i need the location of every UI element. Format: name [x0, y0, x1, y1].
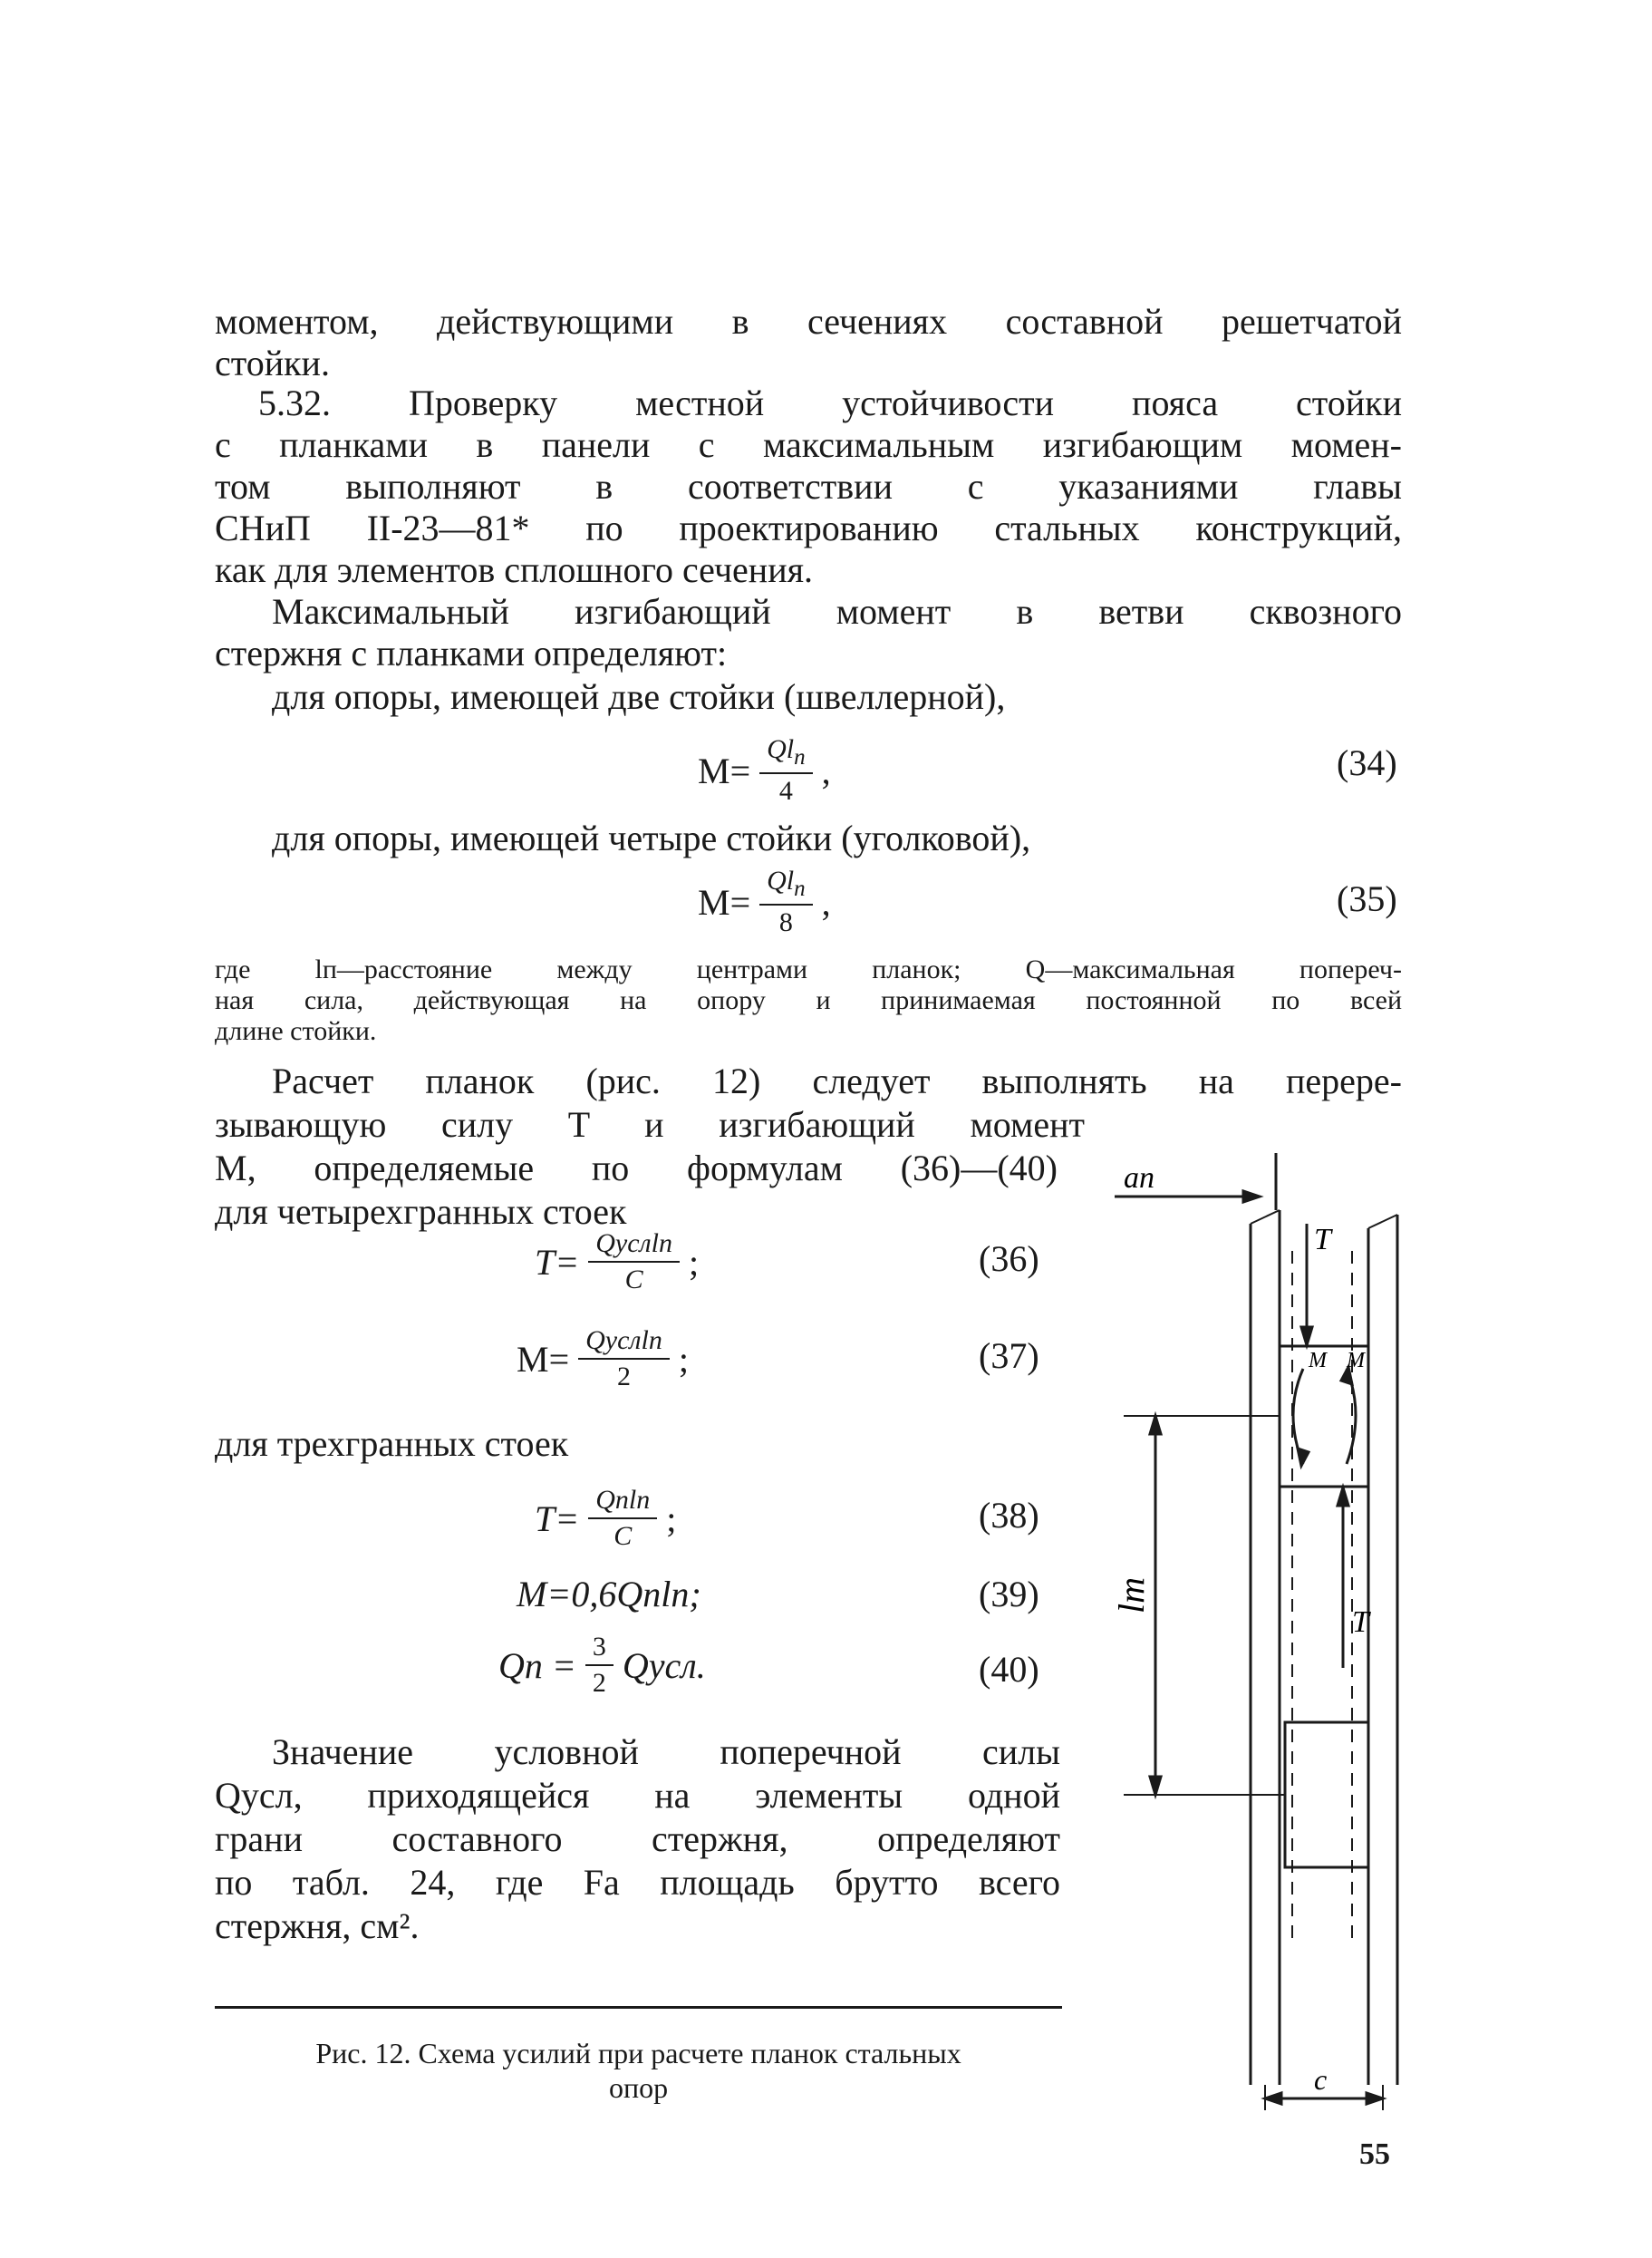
numerator	[759, 734, 813, 774]
text-line: M, определяемые по формулам (36)—(40)	[215, 1148, 1058, 1188]
equation-number: (36)	[979, 1238, 1039, 1279]
eq-tail: ;	[666, 1497, 677, 1539]
label-t-top: T	[1314, 1223, 1331, 1256]
equation-34	[698, 734, 831, 807]
eq-lhs: M=	[698, 881, 751, 923]
label-m-right: M	[1347, 1349, 1365, 1372]
eq-lhs: Qп =	[498, 1644, 576, 1686]
fraction	[588, 1228, 680, 1295]
text-line: для опоры, имеющей четыре стойки (уголковой),	[272, 818, 1031, 858]
text-line: для трехгранных стоек	[215, 1423, 569, 1464]
label-l: lт	[1111, 1577, 1152, 1614]
text-line: Расчет планок (рис. 12) следует выполнять на перере-	[272, 1061, 1402, 1101]
text-line: 5.32. Проверку местной устойчивости пояса стойки	[258, 383, 1402, 423]
text-line: Qусл, приходящейся на элементы одной	[215, 1775, 1060, 1816]
eq-lhs: M=	[517, 1338, 570, 1380]
label-t-bottom: T	[1352, 1605, 1369, 1639]
arrow-head	[1367, 2093, 1383, 2104]
equation-number: (35)	[1337, 878, 1397, 919]
eq-tail: ,	[821, 881, 831, 923]
note-line: длине стойки.	[215, 1016, 377, 1046]
denominator: C	[613, 1521, 633, 1551]
numerator: Qуслlп	[588, 1228, 680, 1263]
arrow-head	[1301, 1327, 1312, 1345]
text-line: с планками в панели с максимальным изгибающим момен-	[215, 424, 1402, 465]
equation-number: (38)	[979, 1495, 1039, 1536]
text-line: грани составного стержня, определяют	[215, 1818, 1060, 1859]
equation-number: (37)	[979, 1335, 1039, 1376]
page-number: 55	[1359, 2137, 1390, 2171]
label-m-left: M	[1309, 1349, 1327, 1372]
text-line: стержня, см².	[215, 1905, 420, 1946]
denominator: 2	[616, 1362, 631, 1391]
numerator	[759, 866, 813, 906]
note-line: где lп—расстояние между центрами планок; Q—максимальная попереч-	[215, 955, 1402, 984]
eq-tail: ,	[821, 750, 831, 791]
text-line: Значение условной поперечной силы	[272, 1731, 1060, 1772]
text-line: Максимальный изгибающий момент в ветви сквозного	[272, 591, 1402, 632]
arrow-head	[1265, 2093, 1281, 2104]
text-line: стержня с планками определяют:	[215, 633, 728, 674]
figure-caption: Рис. 12. Схема усилий при расчете планок стальных	[315, 2037, 961, 2069]
fraction	[578, 1325, 670, 1392]
arrow-head	[1243, 1191, 1260, 1202]
num-text: Ql	[767, 866, 795, 896]
numerator: Qпlп	[588, 1485, 657, 1519]
text-line: как для элементов сплошного сечения.	[215, 549, 814, 590]
label-a: aп	[1124, 1161, 1154, 1195]
text-line: том выполняют в соответствии с указаниями главы	[215, 466, 1402, 507]
numerator: 3	[585, 1632, 613, 1666]
eq-tail: ;	[678, 1338, 689, 1380]
column-cut	[1251, 1210, 1280, 1224]
text-line: моментом, действующими в сечениях составной решетчатой	[215, 301, 1402, 342]
text-line: СНиП II-23—81* по проектированию стальных конструкций,	[215, 508, 1402, 548]
num-sub: п	[794, 745, 806, 770]
eq-tail: Qусл.	[622, 1644, 706, 1686]
eq-lhs: T=	[535, 1241, 580, 1283]
arrow-head	[1338, 1488, 1348, 1506]
denominator: 2	[592, 1668, 606, 1698]
numerator: Qуслlп	[578, 1325, 670, 1360]
eq-text: M=0,6Qпlп;	[517, 1574, 701, 1614]
arrow-head	[1150, 1416, 1161, 1434]
fraction	[759, 866, 813, 938]
denominator: C	[624, 1265, 643, 1294]
equation-37	[517, 1325, 689, 1392]
figure-caption: опор	[608, 2071, 669, 2104]
fraction	[588, 1485, 657, 1552]
eq-lhs: T=	[535, 1497, 580, 1539]
text-line: для четырехгранных стоек	[215, 1191, 627, 1232]
eq-lhs: M=	[698, 750, 751, 791]
equation-number: (40)	[979, 1649, 1039, 1690]
text-line: зывающую силу T и изгибающий момент	[215, 1104, 1085, 1145]
equation-38	[535, 1485, 676, 1552]
fraction	[759, 734, 813, 807]
eq-tail: ;	[688, 1241, 700, 1283]
label-c: c	[1314, 2063, 1328, 2096]
column-cut	[1368, 1215, 1397, 1228]
equation-number: (39)	[979, 1574, 1039, 1614]
text-line: по табл. 24, где Fa площадь брутто всего	[215, 1862, 1060, 1903]
figure-12-diagram	[1087, 1142, 1450, 2112]
num-text: Ql	[767, 734, 795, 764]
text-line: для опоры, имеющей две стойки (швеллерной),	[272, 676, 1006, 717]
note-line: ная сила, действующая на опору и принимаемая постоянной по всей	[215, 985, 1402, 1015]
equation-39	[517, 1573, 701, 1615]
denominator: 4	[778, 776, 793, 806]
text-line: стойки.	[215, 343, 330, 383]
num-sub: п	[794, 877, 806, 901]
denominator: 8	[778, 907, 793, 937]
plate-lower	[1285, 1722, 1368, 1867]
equation-35	[698, 866, 831, 938]
equation-number: (34)	[1337, 742, 1397, 783]
arrow-head	[1150, 1777, 1161, 1795]
equation-40	[498, 1632, 706, 1699]
equation-36	[535, 1228, 699, 1295]
fraction	[585, 1632, 613, 1699]
separator-rule	[215, 2006, 1062, 2009]
